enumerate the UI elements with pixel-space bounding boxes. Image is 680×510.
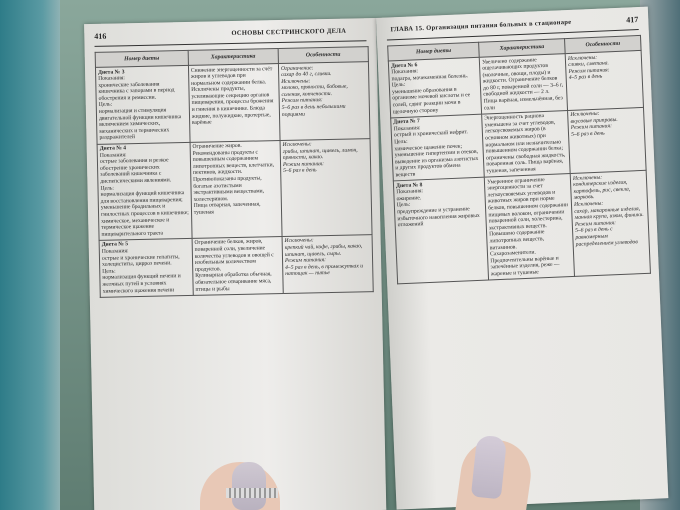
diet-characteristic: Энергоценность рациона уменьшена за счет углеводов, легкоусвояемых жиров (в основном животных) при нормальном или незначительно повышенном содержании белка; ограничены свободная жидкость, поваренная соль. Пища варёная, тушеная, запеченная (484, 113, 566, 175)
left-running-head (94, 26, 366, 47)
diet-number: Диета № 8 (395, 181, 423, 189)
column-header: Характеристика (188, 49, 278, 66)
table-row (391, 107, 646, 181)
column-header: Номер диеты (388, 42, 480, 61)
left-diet-table (95, 46, 374, 297)
left-page-number: 416 (94, 31, 107, 41)
diet-indications: Показания: хронические заболевания кишечника с запорами в период обострения и ремиссии. Цель: нормализация и стимуляция двигательной функции кишечника включением химических, механических и термических раздражителей (98, 75, 182, 142)
diet-indications: Показания: острые заболевания и резкое обострение хронических заболеваний кишечника с диспепсическими явлениями. Цель: нормализация функций кишечника для восстановления пищеварения; уменьшение бродильных и гнилостных процессов в кишечнике; химическое, механическое и термическое щажение пищеварительного тракта (99, 151, 189, 238)
diet-indications: Показания: острый и хронический нефрит. Цель: химическое щажение почек; уменьшение гипертензии и отеков, выведение из организма азотистых и других продуктов обмена веществ (393, 125, 479, 179)
diet-features: Исключены: сливки, сметана. Режим питания: 4–5 раз в день (567, 54, 610, 82)
left-fingernail (232, 462, 266, 510)
diet-number: Диета № 3 (98, 68, 125, 76)
diet-number: Диета № 6 (390, 61, 418, 69)
diet-number: Диета № 5 (101, 241, 129, 249)
column-header: Особенности (278, 47, 368, 64)
diet-characteristic: Увеличено содержание ощелачивающих продуктов (молочные, овощи, плоды) и жидкости. Ограничение белков до 80 г, поваренной соли — 3–6 г, свободной жидкости — 2 л. Пища варёная, измельчённая, без соли (481, 56, 564, 112)
table-row (388, 50, 643, 117)
diet-indications: Показания: подагра, мочекаменная болезнь. Цель: уменьшение образования в организме мочевой кислоты и ее солей, сдвиг реакции мочи в щелочную сторону (391, 68, 471, 116)
table-row (97, 138, 372, 240)
book-cover-edge (0, 0, 60, 510)
diet-characteristic: Снижение энергоценности за счёт жиров и углеводов при нормальном содержании белка. Исключены продукты, усиливающие секрецию органов пищеварения, процессы брожения и гниения в кишечнике. Блюда жидкие, полужидкие, протертые, варёные (190, 65, 274, 127)
column-header: Характеристика (479, 39, 566, 58)
column-header: Особенности (565, 35, 641, 53)
diet-indications: Показания: острые и хронические гепатиты, холециститы, цирроз печени. Цель: нормализация функций печени и желчных путей в условиях химического щажения печени (101, 248, 181, 295)
left-page (84, 18, 386, 510)
table-row (393, 170, 650, 283)
table-row (99, 234, 373, 296)
right-diet-table (387, 35, 651, 284)
diet-number: Диета № 4 (99, 145, 127, 152)
diet-characteristic: Ограничение белков, жиров, поваренной соли, увеличение количества углеводов и овощей с изобильным количеством продуктов. Кулинарная обработка обычная, обязательное отваривание мяса, птицы и рыбы (194, 238, 274, 293)
left-running-title: ОСНОВЫ СЕСТРИНСКОГО ДЕЛА (231, 27, 347, 38)
diet-characteristic: Ограничение жиров. Рекомендованы продукты с повышенным содержанием липотропных веществ, клетчатки, пектинов, жидкости. Противопоказаны продукты, богатые азотистыми экстрактивными веществами, холестерином. Пища отварная, запеченная, тушеная (192, 142, 275, 216)
diet-features: Ограничение: сахар до 40 г, сливки. Исключены: молоко, пряности, бобовые, соления, копчености. Режим питания: 5–6 раз в день небольшими порциями (280, 64, 348, 118)
ring (226, 488, 278, 498)
diet-features: Исключены: грибы, шпинат, щавель, лимон, пряности, какао. Режим питания: 5–6 раз в день (282, 141, 358, 175)
right-running-title: ГЛАВА 15. Организация питания больных в стационаре (390, 18, 572, 34)
diet-characteristic: Умеренное ограничение энергоценности за счет легкоусвояемых углеводов и животных жиров при норме белков, повышенном содержании пищевых волокон, ограничении поваренной соли, холестерина, экстрактивных веществ. Повышено содержание липотропных веществ, витаминов. Сахарозаменители. Предпочтительны варёные и запечённые изделия, реже — жареные и тушеные (486, 176, 569, 278)
diet-indications: Показания: ожирение. Цель: предупреждение и устранение избыточного накопления жировых отложений (396, 188, 480, 229)
diet-features: Исключены: крепкий чай, кофе, грибы, какао, шпинат, щавель, сыры. Режим питания: 4–5 раз в день, в промежутках и натощак — питье (284, 237, 364, 278)
right-page-number: 417 (626, 15, 639, 25)
diet-number: Диета № 7 (393, 118, 420, 126)
table-row (95, 62, 370, 144)
diet-features: Исключены: кондитерские изделия, картофель, рис, свекла, морковь. Исключены: сахар, макаронные изделия, манная крупа, изюм, финики. Режим питания: 5–6 раз в день с равномерным распределением углеводов (572, 174, 644, 248)
diet-features: Исключены: вкусовые приправы. Режим питания: 5–6 раз в день (570, 110, 618, 138)
right-page (376, 7, 668, 510)
column-header: Номер диеты (95, 50, 188, 67)
